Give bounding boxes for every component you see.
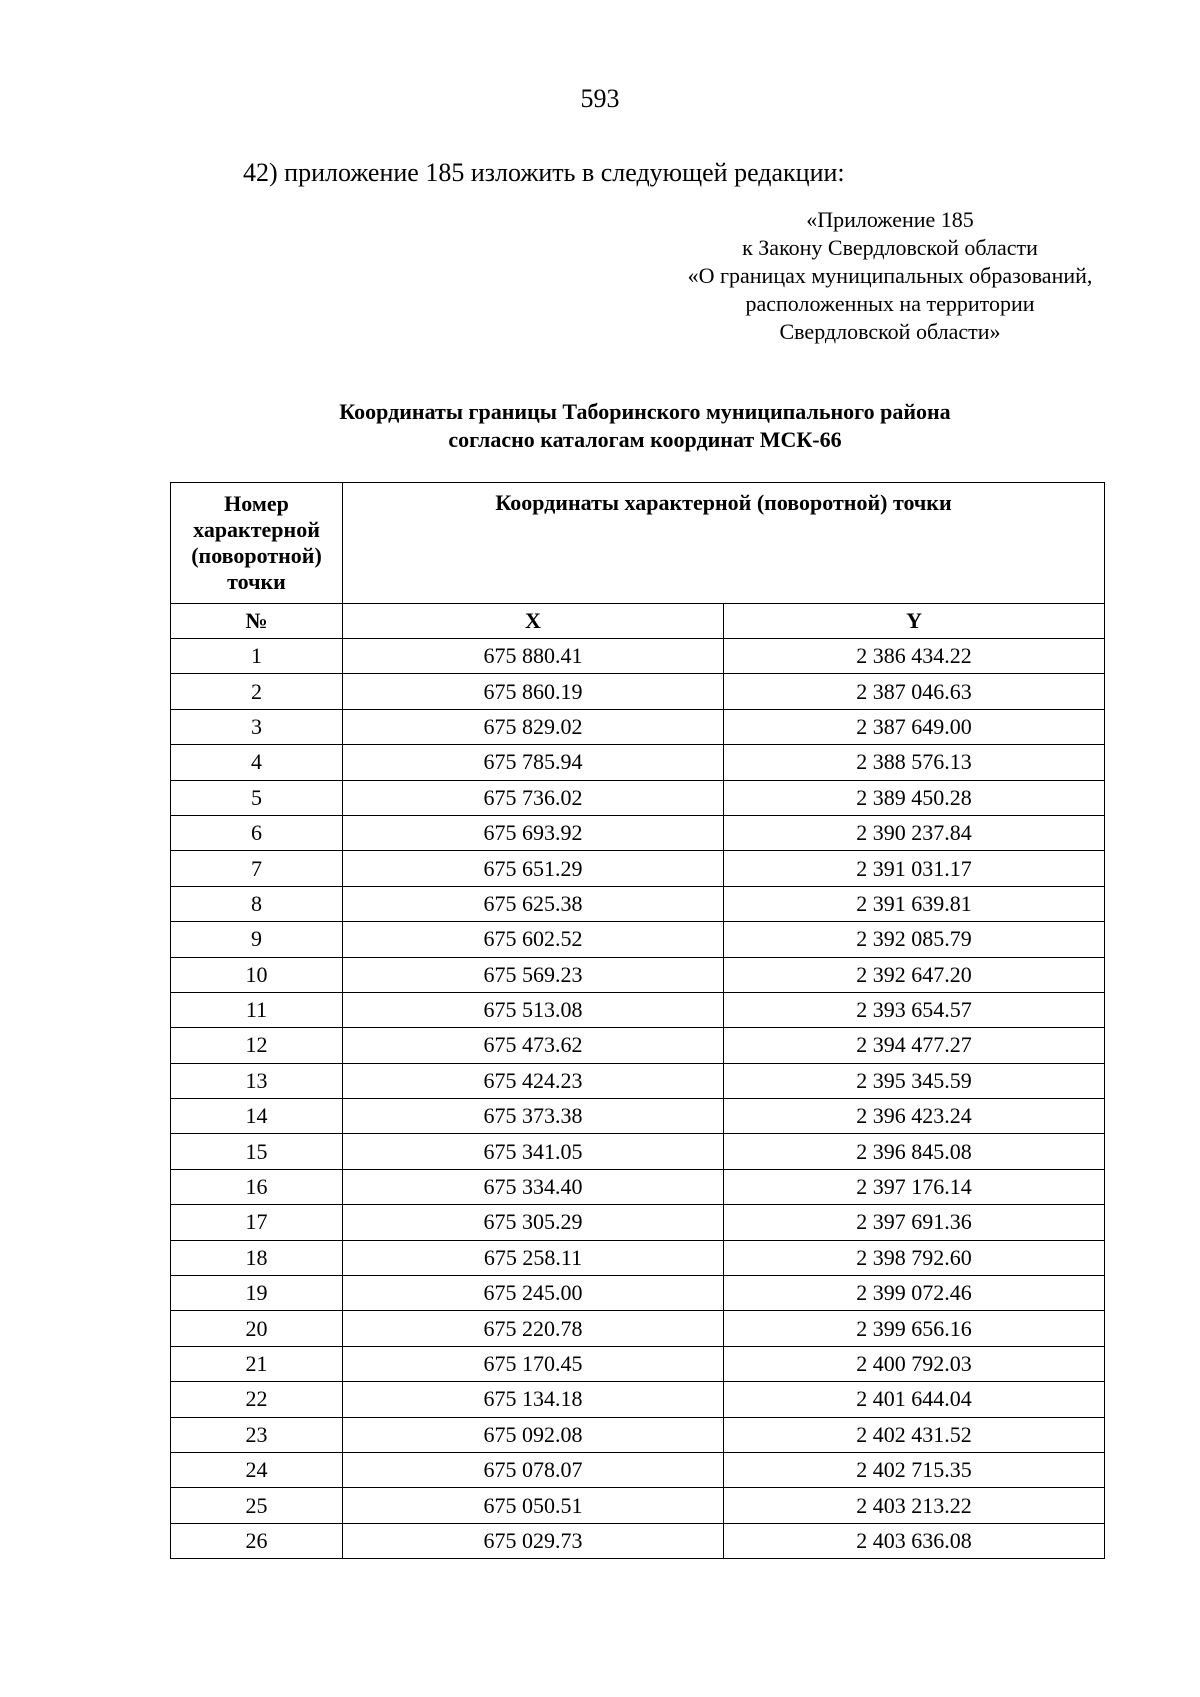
cell-point-number: 10 [171,957,343,992]
cell-y: 2 393 654.57 [724,992,1105,1027]
cell-y: 2 396 423.24 [724,1099,1105,1134]
cell-x: 675 736.02 [343,780,724,815]
cell-x: 675 170.45 [343,1346,724,1381]
table-row [171,1311,1105,1346]
cell-y: 2 389 450.28 [724,780,1105,815]
cell-x: 675 078.07 [343,1452,724,1487]
table-row [171,1028,1105,1063]
cell-point-number: 4 [171,745,343,780]
table-row [171,1346,1105,1381]
table-row [171,1099,1105,1134]
cell-x: 675 305.29 [343,1205,724,1240]
cell-y: 2 403 636.08 [724,1523,1105,1558]
cell-point-number: 22 [171,1382,343,1417]
table-row [171,1205,1105,1240]
cell-point-number: 8 [171,886,343,921]
cell-point-number: 7 [171,851,343,886]
cell-point-number: 25 [171,1488,343,1523]
cell-x: 675 029.73 [343,1523,724,1558]
annex-reference-line: «Приложение 185 [806,207,974,232]
cell-point-number: 12 [171,1028,343,1063]
table-body [171,639,1105,1559]
annex-reference-line: расположенных на территории [745,291,1035,316]
cell-point-number: 6 [171,815,343,850]
cell-y: 2 387 046.63 [724,674,1105,709]
subheader-y: Y [724,604,1105,639]
table-row [171,1169,1105,1204]
table-row [171,1240,1105,1275]
table-title-line: Координаты границы Таборинского муниципального района [339,399,951,424]
cell-y: 2 400 792.03 [724,1346,1105,1381]
table-subheader-row [171,604,1105,639]
cell-y: 2 387 649.00 [724,709,1105,744]
cell-y: 2 398 792.60 [724,1240,1105,1275]
table-title [0,398,1200,454]
cell-y: 2 401 644.04 [724,1382,1105,1417]
table-title-line: согласно каталогам координат МСК-66 [448,427,842,452]
cell-point-number: 1 [171,639,343,674]
cell-x: 675 245.00 [343,1276,724,1311]
cell-y: 2 388 576.13 [724,745,1105,780]
cell-x: 675 860.19 [343,674,724,709]
cell-point-number: 18 [171,1240,343,1275]
cell-point-number: 2 [171,674,343,709]
header-point-number-line: Номер [224,491,289,516]
table-row [171,815,1105,850]
cell-y: 2 391 031.17 [724,851,1105,886]
cell-point-number: 15 [171,1134,343,1169]
cell-point-number: 20 [171,1311,343,1346]
coordinates-table [170,482,1105,1559]
table-row [171,1276,1105,1311]
table-row [171,886,1105,921]
table-row [171,780,1105,815]
annex-reference [590,206,1190,346]
amendment-instruction: 42) приложение 185 изложить в следующей редакции: [243,158,845,187]
table-row [171,1134,1105,1169]
cell-point-number: 21 [171,1346,343,1381]
header-coordinates: Координаты характерной (поворотной) точки [343,483,1105,604]
table-row [171,1063,1105,1098]
subheader-x: X [343,604,724,639]
page-number: 593 [580,84,620,113]
table-row [171,1417,1105,1452]
cell-point-number: 13 [171,1063,343,1098]
subheader-number: № [171,604,343,639]
annex-reference-line: «О границах муниципальных образований, [687,263,1093,288]
table-row [171,851,1105,886]
table-row [171,992,1105,1027]
cell-y: 2 399 072.46 [724,1276,1105,1311]
table-row [171,745,1105,780]
cell-y: 2 403 213.22 [724,1488,1105,1523]
cell-x: 675 785.94 [343,745,724,780]
cell-x: 675 829.02 [343,709,724,744]
header-point-number [171,483,343,604]
cell-y: 2 391 639.81 [724,886,1105,921]
cell-y: 2 392 085.79 [724,922,1105,957]
cell-point-number: 3 [171,709,343,744]
cell-point-number: 26 [171,1523,343,1558]
cell-x: 675 651.29 [343,851,724,886]
cell-x: 675 334.40 [343,1169,724,1204]
cell-x: 675 880.41 [343,639,724,674]
cell-x: 675 424.23 [343,1063,724,1098]
header-point-number-line: характерной [193,517,320,542]
cell-y: 2 386 434.22 [724,639,1105,674]
cell-x: 675 569.23 [343,957,724,992]
table-row [171,1382,1105,1417]
cell-point-number: 24 [171,1452,343,1487]
table-row [171,957,1105,992]
cell-point-number: 5 [171,780,343,815]
cell-x: 675 602.52 [343,922,724,957]
table-row [171,674,1105,709]
cell-x: 675 134.18 [343,1382,724,1417]
cell-point-number: 17 [171,1205,343,1240]
cell-y: 2 402 431.52 [724,1417,1105,1452]
cell-point-number: 9 [171,922,343,957]
cell-y: 2 395 345.59 [724,1063,1105,1098]
table-row [171,639,1105,674]
annex-reference-line: к Закону Свердловской области [742,235,1038,260]
cell-point-number: 19 [171,1276,343,1311]
header-point-number-line: точки [227,569,286,594]
cell-x: 675 258.11 [343,1240,724,1275]
cell-x: 675 473.62 [343,1028,724,1063]
cell-y: 2 397 176.14 [724,1169,1105,1204]
table-row [171,922,1105,957]
cell-y: 2 402 715.35 [724,1452,1105,1487]
cell-y: 2 390 237.84 [724,815,1105,850]
table-header-row [171,483,1105,604]
cell-point-number: 14 [171,1099,343,1134]
cell-y: 2 397 691.36 [724,1205,1105,1240]
table-row [171,1452,1105,1487]
cell-y: 2 392 647.20 [724,957,1105,992]
cell-y: 2 394 477.27 [724,1028,1105,1063]
cell-x: 675 050.51 [343,1488,724,1523]
cell-point-number: 11 [171,992,343,1027]
cell-y: 2 399 656.16 [724,1311,1105,1346]
cell-x: 675 693.92 [343,815,724,850]
cell-x: 675 373.38 [343,1099,724,1134]
cell-x: 675 625.38 [343,886,724,921]
cell-x: 675 220.78 [343,1311,724,1346]
header-point-number-line: (поворотной) [191,543,322,568]
cell-point-number: 23 [171,1417,343,1452]
cell-y: 2 396 845.08 [724,1134,1105,1169]
cell-x: 675 513.08 [343,992,724,1027]
cell-x: 675 341.05 [343,1134,724,1169]
table-row [171,1488,1105,1523]
table-row [171,1523,1105,1558]
annex-reference-line: Свердловской области» [779,319,1001,344]
cell-x: 675 092.08 [343,1417,724,1452]
cell-point-number: 16 [171,1169,343,1204]
table-row [171,709,1105,744]
